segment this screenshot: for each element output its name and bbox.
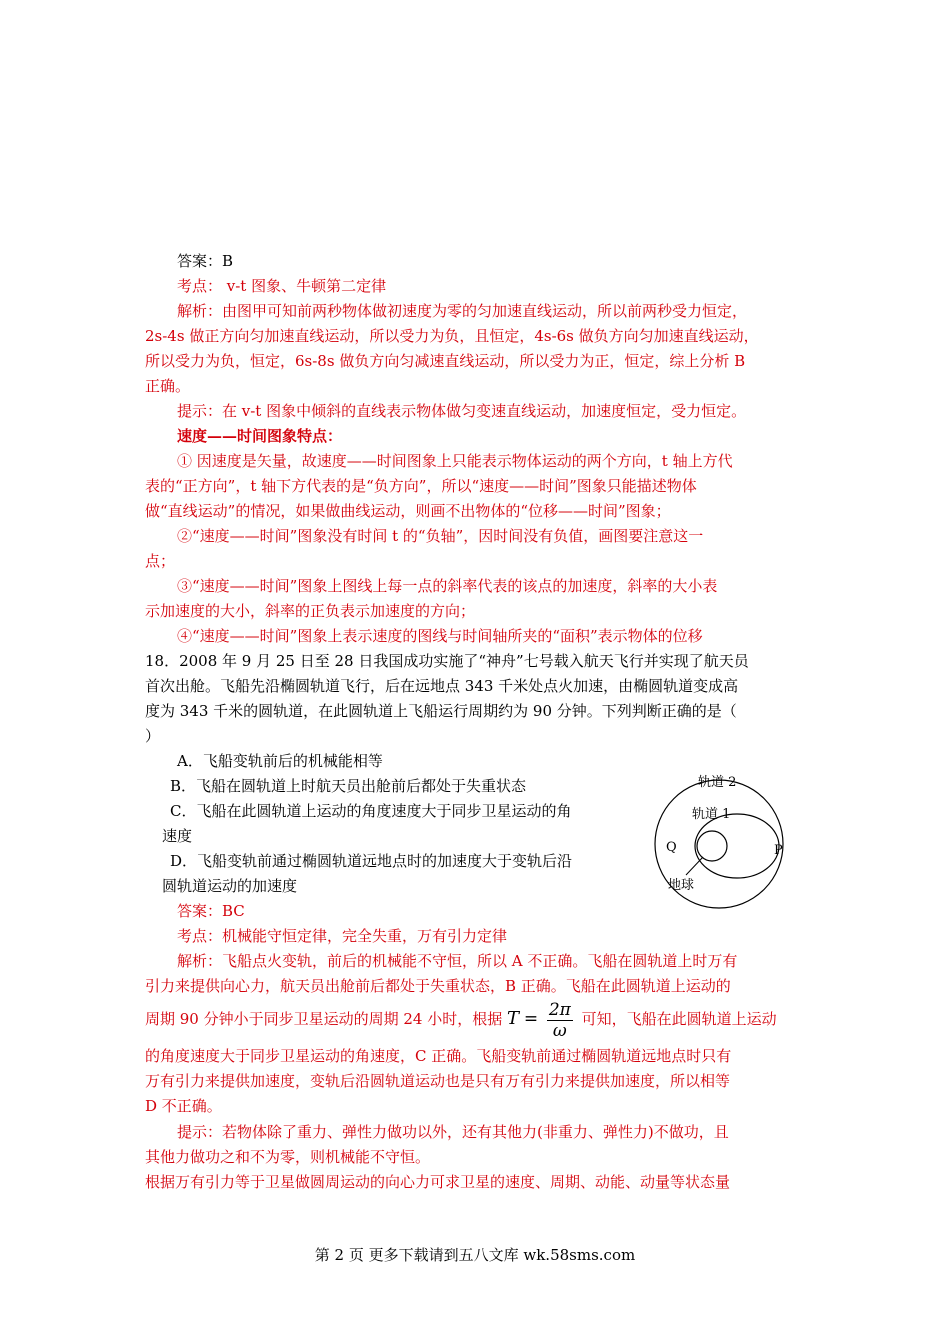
q17-feature-title: 速度——时间图象特点： xyxy=(177,427,343,445)
orbit-1-ellipse xyxy=(695,814,779,878)
q18-analysis-rest xyxy=(145,1044,810,1119)
q18-option-d-cont: 圆轨道运动的加速度 xyxy=(162,877,298,895)
q18-analysis-post: 可知，飞船在此圆轨道上运动 xyxy=(581,1010,777,1028)
q18-stem-line: 18．2008 年 9 月 25 日至 28 日我国成功实施了“神舟”七号载入航天飞行并实现了航天员 xyxy=(145,652,749,670)
q18-stem-line: ） xyxy=(145,727,161,745)
q17-feature-line: ③“速度——时间”图象上图线上每一点的斜率代表的该点的加速度，斜率的大小表 xyxy=(177,577,718,595)
q18-answer: 答案：BC xyxy=(177,902,245,920)
orbit-1-label: 轨道 1 xyxy=(692,807,731,822)
q17-answer: 答案：B xyxy=(177,252,234,270)
q18-stem-line: 度为 343 千米的圆轨道，在此圆轨道上飞船运行周期约为 90 分钟。下列判断正确的是（ xyxy=(145,702,737,720)
q18-stem xyxy=(145,649,810,749)
q18-option-c: C．飞船在此圆轨道上运动的角度速度大于同步卫星运动的角 xyxy=(170,802,572,820)
earth-label: 地球 xyxy=(668,878,695,893)
q18-stem-line: 首次出舱。飞船先沿椭圆轨道飞行，后在远地点 343 千米处点火加速，由椭圆轨道变成高 xyxy=(145,677,739,695)
q18-analysis-line: 引力来提供向心力，航天员出舱前后都处于失重状态，B 正确。飞船在此圆轨道上运动的 xyxy=(145,977,731,995)
q17-analysis-line: 所以受力为负，恒定，6s-8s 做负方向匀减速直线运动，所以受力为正，恒定，综上分析 B xyxy=(145,352,746,370)
q18-option-c-cont: 速度 xyxy=(162,827,193,845)
q18-option-a: A．飞船变轨前后的机械能相等 xyxy=(177,752,383,770)
q18-analysis-line: 的角度速度大于同步卫星运动的角速度，C 正确。飞船变轨前通过椭圆轨道远地点时只有 xyxy=(145,1047,732,1065)
formula-numerator: 2π xyxy=(548,999,571,1020)
orbit-2-label: 轨道 2 xyxy=(698,775,737,790)
q17-analysis-line: 2s-4s 做正方向匀加速直线运动，所以受力为负，且恒定，4s-6s 做负方向匀加速直线运动， xyxy=(145,327,759,345)
q18-analysis-line: D 不正确。 xyxy=(145,1097,222,1115)
q18-kaodian: 考点：机械能守恒定律，完全失重，万有引力定律 xyxy=(177,927,508,945)
q18-last-line: 根据万有引力等于卫星做圆周运动的向心力可求卫星的速度、周期、动能、动量等状态量 xyxy=(145,1173,731,1191)
q17-feature-line: ②“速度——时间”图象没有时间 t 的“负轴”，因时间没有负值，画图要注意这一 xyxy=(177,527,704,545)
q17-feature-line: ① 因速度是矢量，故速度——时间图象上只能表示物体运动的两个方向，t 轴上方代 xyxy=(177,452,733,470)
formula-lhs: T xyxy=(507,1008,520,1029)
q17-kaodian: 考点： v-t 图象、牛顿第二定律 xyxy=(177,277,387,295)
q17-feature-line: 示加速度的大小，斜率的正负表示加速度的方向； xyxy=(145,602,476,620)
point-q-label: Q xyxy=(666,840,677,855)
q17-feature-line: ④“速度——时间”图象上表示速度的图线与时间轴所夹的“面积”表示物体的位移 xyxy=(177,627,703,645)
q18-hint-section xyxy=(145,1120,810,1195)
earth-pointer-line xyxy=(686,857,703,875)
q17-feature-line: 点； xyxy=(145,552,176,570)
formula-fraction xyxy=(547,1000,573,1041)
q17-feature-line: 表的“正方向”，t 轴下方代表的是“负方向”，所以“速度——时间”图象只能描述物体 xyxy=(145,477,697,495)
formula-denominator: ω xyxy=(552,1020,567,1041)
q18-analysis-line: 解析：飞船点火变轨，前后的机械能不守恒，所以 A 不正确。飞船在圆轨道上时万有 xyxy=(177,952,738,970)
earth-circle xyxy=(697,831,727,861)
q17-hint: 提示：在 v-t 图象中倾斜的直线表示物体做匀变速直线运动，加速度恒定，受力恒定。 xyxy=(177,402,747,420)
q17-section xyxy=(145,249,810,649)
point-p-label: P xyxy=(774,843,783,858)
q17-feature-line: 做“直线运动”的情况，如果做曲线运动，则画不出物体的“位移——时间”图象； xyxy=(145,502,671,520)
q18-answer-section xyxy=(145,899,810,999)
q18-formula-line xyxy=(145,996,810,1042)
page-footer: 第 2 页 更多下载请到五八文库 wk.58sms.com xyxy=(314,1246,636,1264)
q18-option-b: B．飞船在圆轨道上时航天员出舱前后都处于失重状态 xyxy=(170,777,527,795)
q17-analysis-line: 正确。 xyxy=(145,377,191,395)
formula-equals: = xyxy=(523,1009,539,1029)
q17-analysis-line: 解析：由图甲可知前两秒物体做初速度为零的匀加速直线运动，所以前两秒受力恒定， xyxy=(177,302,748,320)
q18-analysis-pre: 周期 90 分钟小于同步卫星运动的周期 24 小时，根据 xyxy=(145,1010,503,1028)
orbit-diagram xyxy=(640,768,800,910)
q18-hint-line: 提示：若物体除了重力、弹性力做功以外，还有其他力(非重力、弹性力)不做功，且 xyxy=(177,1123,729,1141)
q18-analysis-line: 万有引力来提供加速度，变轨后沿圆轨道运动也是只有万有引力来提供加速度，所以相等 xyxy=(145,1072,731,1090)
q18-option-d: D．飞船变轨前通过椭圆轨道远地点时的加速度大于变轨后沿 xyxy=(170,852,573,870)
q18-hint-line: 其他力做功之和不为零，则机械能不守恒。 xyxy=(145,1148,431,1166)
